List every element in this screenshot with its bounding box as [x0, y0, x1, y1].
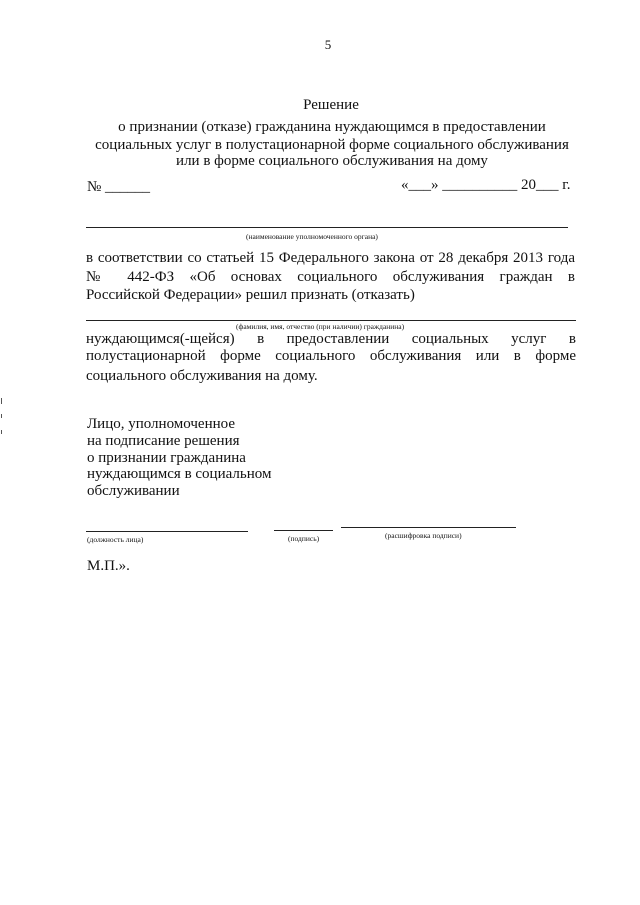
position-caption: (должность лица)	[87, 535, 144, 544]
subtitle-line: о признании (отказе) гражданина нуждающимся в предоставлении	[118, 119, 546, 135]
decoding-line	[341, 527, 516, 528]
signature-line	[274, 530, 333, 531]
signatory-line: нуждающимся в социальном	[87, 466, 272, 482]
body-text-line: полустационарной форме социального обслуживания или в форме	[86, 348, 576, 364]
decision-number-field: № ______	[87, 179, 151, 195]
person-name-line	[86, 320, 576, 321]
scan-mark	[1, 430, 2, 434]
scan-mark	[1, 398, 2, 404]
signature-caption: (подпись)	[288, 534, 320, 543]
signatory-line: о признании гражданина	[87, 450, 246, 466]
authority-caption: (наименование уполномоченного органа)	[246, 232, 378, 241]
body-text-line: № 442-ФЗ «Об основах социального обслуживания граждан в	[86, 269, 575, 285]
signatory-line: Лицо, уполномоченное	[87, 416, 235, 432]
authority-name-line	[86, 227, 568, 228]
person-caption: (фамилия, имя, отчество (при наличии) гражданина)	[236, 322, 405, 331]
signatory-line: на подписание решения	[87, 433, 240, 449]
subtitle-line: или в форме социального обслуживания на дому	[176, 153, 488, 169]
body-text-line: социального обслуживания на дому.	[86, 368, 318, 384]
subtitle-line: социальных услуг в полустационарной форме социального обслуживания	[95, 137, 569, 153]
document-title: Решение	[303, 97, 359, 113]
scan-mark	[1, 414, 2, 418]
decision-date-field: «___» __________ 20___ г.	[401, 177, 571, 193]
page-number: 5	[324, 37, 332, 52]
stamp-place: М.П.».	[87, 558, 130, 574]
position-line	[86, 531, 248, 532]
decoding-caption: (расшифровка подписи)	[385, 531, 462, 540]
signatory-line: обслуживании	[87, 483, 180, 499]
body-text-line: Российской Федерации» решил признать (отказать)	[86, 287, 415, 303]
body-text-line: в соответствии со статьей 15 Федерального закона от 28 декабря 2013 года	[86, 250, 575, 266]
body-text-line: нуждающимся(-щейся) в предоставлении социальных услуг в	[86, 331, 576, 347]
